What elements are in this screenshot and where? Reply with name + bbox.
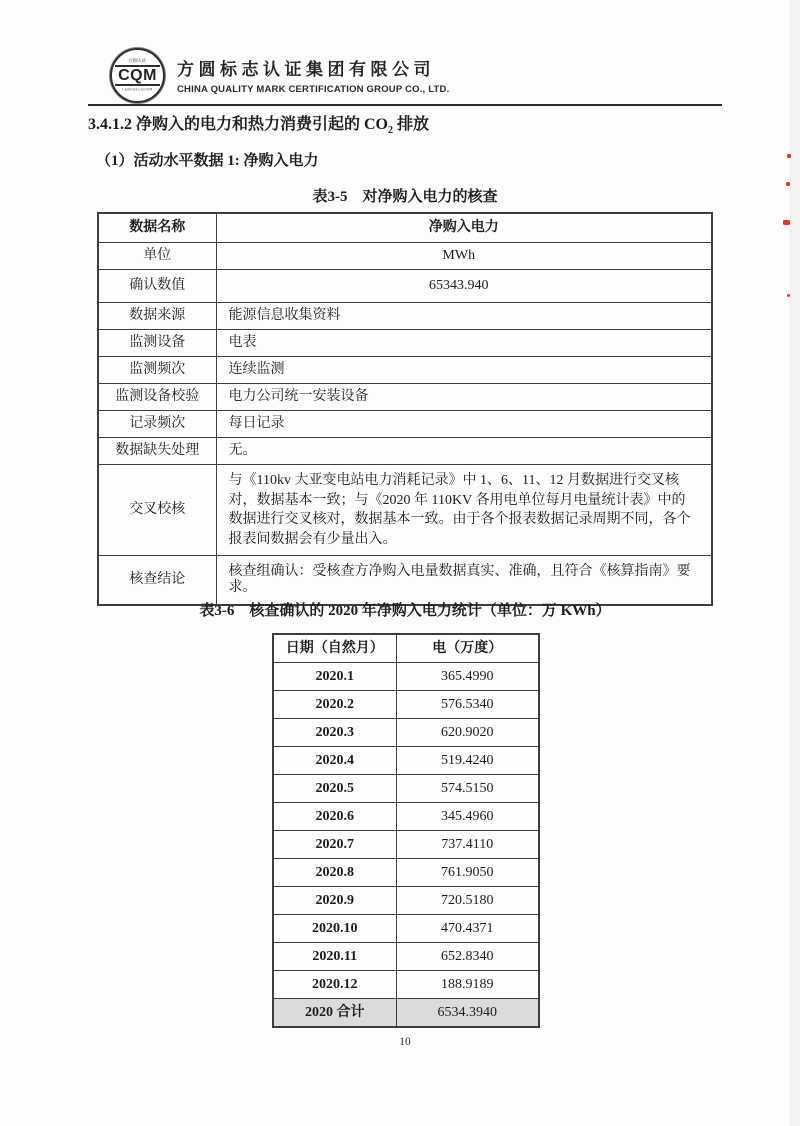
scan-page-edge (790, 0, 800, 1126)
logo-arc-top-text: 方圆认证 (128, 58, 147, 64)
field-label: 记录频次 (98, 411, 216, 438)
section-title-text: 3.4.1.2 净购入的电力和热力消费引起的 CO (88, 116, 389, 133)
table-row (98, 330, 712, 357)
table-3-5-header-value: 净购入电力 (216, 213, 712, 243)
cqm-logo-icon (110, 48, 165, 103)
field-value: 无。 (216, 438, 712, 465)
month-label: 2020.12 (273, 971, 396, 999)
letterhead-divider (88, 104, 722, 106)
field-label: 监测设备 (98, 330, 216, 357)
table-3-6-header-month: 日期（自然月） (273, 634, 396, 663)
month-row (273, 831, 539, 859)
month-value: 365.4990 (396, 663, 539, 691)
month-row (273, 803, 539, 831)
month-row (273, 943, 539, 971)
subsection-heading: （1）活动水平数据 1: 净购入电力 (96, 153, 319, 169)
section-title-suffix: 排放 (393, 116, 430, 133)
company-name-english: CHINA QUALITY MARK CERTIFICATION GROUP CO., LTD. (177, 84, 450, 95)
table-3-6-caption: 表3-6 核查确认的 2020 年净购入电力统计（单位：万 KWh） (199, 603, 611, 619)
field-value: 65343.940 (216, 270, 712, 303)
table-3-5 (97, 212, 713, 606)
month-value: 576.5340 (396, 691, 539, 719)
month-value: 761.9050 (396, 859, 539, 887)
red-ink-speck (786, 182, 790, 186)
total-row (273, 999, 539, 1028)
month-label: 2020.5 (273, 775, 396, 803)
field-label: 监测频次 (98, 357, 216, 384)
table-row (98, 357, 712, 384)
table-3-5-body (98, 243, 712, 606)
section-heading (88, 111, 429, 136)
table-3-5-caption: 表3-5 对净购入电力的核查 (312, 189, 498, 205)
month-row (273, 971, 539, 999)
month-label: 2020.4 (273, 747, 396, 775)
logo-cqm-text: CQM (115, 65, 160, 86)
red-ink-speck (787, 294, 790, 297)
month-row (273, 859, 539, 887)
month-label: 2020.10 (273, 915, 396, 943)
table-row (98, 270, 712, 303)
month-value: 737.4110 (396, 831, 539, 859)
field-label: 数据缺失处理 (98, 438, 216, 465)
month-value: 345.4960 (396, 803, 539, 831)
month-row (273, 915, 539, 943)
field-value: 能源信息收集资料 (216, 303, 712, 330)
field-value: 连续监测 (216, 357, 712, 384)
table-row (98, 384, 712, 411)
month-label: 2020.9 (273, 887, 396, 915)
month-value: 188.9189 (396, 971, 539, 999)
month-label: 2020.7 (273, 831, 396, 859)
total-value: 6534.3940 (396, 999, 539, 1028)
month-label: 2020.1 (273, 663, 396, 691)
month-value: 574.5150 (396, 775, 539, 803)
table-3-5-header-label: 数据名称 (98, 213, 216, 243)
table-row (98, 465, 712, 556)
field-value: 每日记录 (216, 411, 712, 438)
table-3-6-body (273, 663, 539, 1028)
field-value: 与《110kv 大亚变电站电力消耗记录》中 1、6、11、12 月数据进行交叉核对，数据基本一致；与《2020 年 110KV 各用电单位每月电量统计表》中的数据进行交叉核对，数据基本一致。由于各个报表数据记录周期不同，各个报表间数据会有少量出入。 (216, 465, 712, 556)
field-value: 电表 (216, 330, 712, 357)
field-label: 单位 (98, 243, 216, 270)
co2-subscript: 2 (388, 125, 394, 137)
field-value: MWh (216, 243, 712, 270)
month-label: 2020.2 (273, 691, 396, 719)
field-label: 确认数值 (98, 270, 216, 303)
table-3-5-header-row (98, 213, 712, 243)
letterhead (110, 48, 449, 103)
field-label: 监测设备校验 (98, 384, 216, 411)
red-ink-speck (783, 220, 790, 225)
table-row (98, 411, 712, 438)
field-label: 核查结论 (98, 556, 216, 606)
month-row (273, 691, 539, 719)
company-name-block (177, 48, 449, 95)
month-label: 2020.8 (273, 859, 396, 887)
month-value: 470.4371 (396, 915, 539, 943)
field-value: 核查组确认：受核查方净购入电量数据真实、准确，且符合《核算指南》要求。 (216, 556, 712, 606)
month-row (273, 887, 539, 915)
month-value: 620.9020 (396, 719, 539, 747)
table-3-6 (272, 633, 540, 1028)
company-name-chinese: 方圆标志认证集团有限公司 (177, 60, 435, 79)
red-ink-speck (787, 154, 791, 158)
month-value: 519.4240 (396, 747, 539, 775)
total-label: 2020 合计 (273, 999, 396, 1028)
field-label: 交叉校核 (98, 465, 216, 556)
field-value: 电力公司统一安装设备 (216, 384, 712, 411)
field-label: 数据来源 (98, 303, 216, 330)
month-row (273, 719, 539, 747)
month-label: 2020.11 (273, 943, 396, 971)
table-row (98, 303, 712, 330)
month-value: 652.8340 (396, 943, 539, 971)
table-3-6-header-row (273, 634, 539, 663)
month-label: 2020.6 (273, 803, 396, 831)
logo-arc-bottom-text: CERTIFICATION (122, 88, 153, 92)
month-value: 720.5180 (396, 887, 539, 915)
table-3-6-header-electricity: 电（万度） (396, 634, 539, 663)
table-row (98, 438, 712, 465)
month-label: 2020.3 (273, 719, 396, 747)
month-row (273, 663, 539, 691)
month-row (273, 747, 539, 775)
month-row (273, 775, 539, 803)
table-row (98, 243, 712, 270)
page-number: 10 (399, 1036, 411, 1048)
table-row (98, 556, 712, 606)
